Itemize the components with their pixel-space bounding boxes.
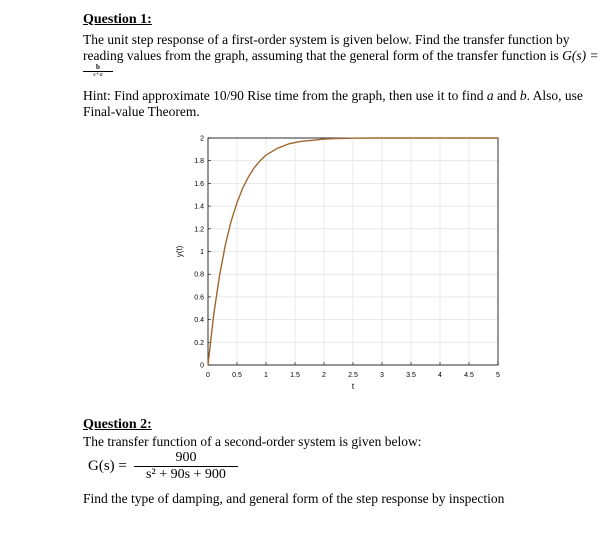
- hint-var-a: a: [486, 88, 494, 103]
- step-response-chart: [170, 130, 510, 400]
- question1-tf-numerator: b: [96, 63, 100, 71]
- x-tick-label: 3.5: [406, 372, 416, 379]
- question1-tf-lhs: G(s) =: [562, 48, 599, 63]
- question2-tf-lhs: G(s) =: [88, 458, 127, 474]
- x-tick-label: 4.5: [464, 372, 474, 379]
- hint-text-a: Hint: Find approximate 10/90 Rise time from the graph, then use it to find: [83, 88, 484, 103]
- x-axis-label: t: [351, 382, 355, 391]
- x-ticks: [206, 362, 500, 379]
- hint-text-b: . Also, use: [526, 88, 583, 103]
- y-axis-label: y(t): [175, 245, 184, 258]
- y-tick-label: 0.2: [194, 339, 204, 347]
- question1-line1: The unit step response of a first-order system is given below. Find the transfer function by: [83, 32, 570, 47]
- x-tick-label: 0: [206, 372, 210, 379]
- y-tick-label: 0.8: [194, 271, 204, 279]
- x-tick-label: 3: [380, 372, 384, 379]
- question1-tf-fraction: [83, 63, 113, 78]
- x-tick-label: 2: [322, 372, 326, 379]
- x-tick-label: 4: [438, 372, 442, 379]
- question2-heading: Question 2:: [83, 417, 152, 432]
- x-tick-label: 0.5: [232, 372, 242, 379]
- y-tick-label: 1.6: [194, 180, 204, 188]
- y-tick-label: 1.2: [194, 226, 204, 234]
- y-tick-label: 1: [200, 249, 204, 256]
- hint-var-b: b: [519, 88, 527, 103]
- y-ticks: [194, 136, 211, 370]
- x-tick-label: 2.5: [348, 372, 358, 379]
- question1-line2: [83, 47, 599, 64]
- question2-line2: Find the type of damping, and general form of the step response by inspection: [83, 491, 505, 506]
- question1-line2-prefix: reading values from the graph, assuming that the general form of the transfer function is: [83, 48, 559, 63]
- y-tick-label: 1.8: [194, 158, 204, 166]
- question2-tf-denominator: s² + 90s + 900: [146, 467, 226, 482]
- x-tick-label: 5: [496, 372, 500, 379]
- question2-tf-fraction: [134, 450, 238, 483]
- y-tick-label: 1.4: [194, 203, 204, 211]
- question2-tf-numerator: 900: [175, 450, 197, 465]
- y-tick-label: 0.4: [194, 317, 204, 325]
- x-tick-label: 1.5: [290, 372, 300, 379]
- y-tick-label: 0.6: [194, 294, 204, 302]
- question1-hint-line1: [83, 87, 583, 104]
- question1-tf-denominator: s+a: [93, 72, 103, 78]
- y-tick-label: 0: [200, 362, 204, 370]
- question2-line1: The transfer function of a second-order system is given below:: [83, 434, 422, 449]
- question1-hint-line2: Final-value Theorem.: [83, 104, 200, 119]
- y-tick-label: 2: [200, 135, 204, 143]
- x-tick-label: 1: [264, 372, 268, 379]
- hint-and: and: [496, 88, 517, 103]
- question1-heading: Question 1:: [83, 12, 152, 27]
